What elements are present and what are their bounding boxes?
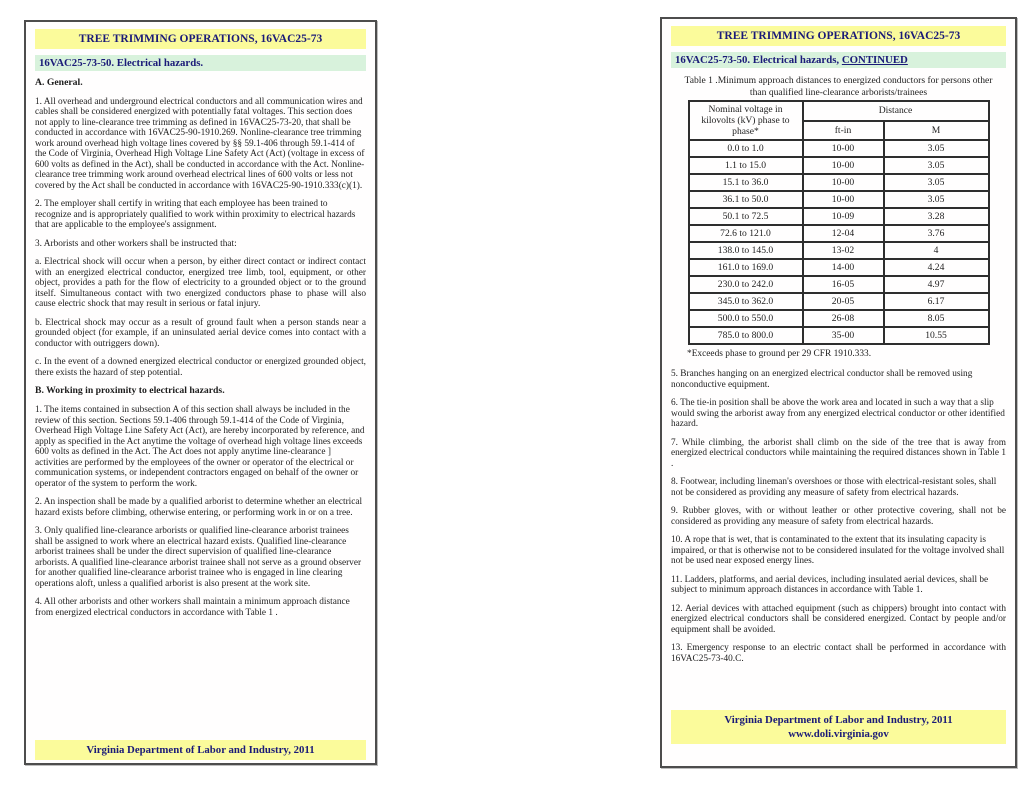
- section-heading: 16VAC25-73-50. Electrical hazards.: [35, 55, 366, 71]
- body-paragraph: 11. Ladders, platforms, and aerial devices, including insulated aerial devices, shall be subject to minimum approach distances in accordance with Table 1.: [671, 574, 989, 596]
- voltage-cell: 785.0 to 800.0: [689, 327, 803, 344]
- body-paragraph: 12. Aerial devices with attached equipment (such as chippers) brought into contact with energized electrical conductors shall be considered energized. Contact by people and/or equipment shall be avoided.: [671, 603, 1006, 635]
- section-heading-continued: [671, 52, 1006, 68]
- voltage-cell: 345.0 to 362.0: [689, 293, 803, 310]
- footer-line1: Virginia Department of Labor and Industry, 2011: [724, 713, 953, 726]
- voltage-cell: 15.1 to 36.0: [689, 174, 803, 191]
- distance-group-header: Distance: [803, 101, 989, 121]
- table-caption: Table 1 .Minimum approach distances to energized conductors for persons other than qualified line-clearance arborists/trainees: [684, 75, 993, 98]
- voltage-cell: 500.0 to 550.0: [689, 310, 803, 327]
- body-paragraph: 7. While climbing, the arborist shall climb on the side of the tree that is away from energized electrical conductors while maintaining the required distances shown in Table 1 .: [671, 437, 1006, 469]
- body-paragraph: 1. All overhead and underground electrical conductors and all communication wires and cables shall be considered energized with potentially fatal voltages. This section does not apply to line-clearance tree trimming as defined in 16VAC25-73-20, that shall be conducted in accordance with 16VAC25-90-1910.269. Nonline-clearance tree trimming work around overhead high voltage lines covered by §§ 59.1-406 through 59.1-414 of the Code of Virginia, Overhead High Voltage Line Safety Act (Act) (voltage in excess of 600 volts as defined in the Act), shall be conducted in accordance with the Act. Nonline-clearance tree trimming work around overhead electrical lines of 600 volts or less not covered by the Act shall be conducted in accordance with 16VAC25-90-1910.333(c)(1).: [35, 96, 365, 191]
- ftin-cell: 10-00: [803, 157, 884, 174]
- ftin-cell: 10-00: [803, 174, 884, 191]
- table-row: [689, 174, 989, 191]
- m-cell: 3.05: [884, 140, 989, 157]
- section-heading-prefix: 16VAC25-73-50. Electrical hazards,: [675, 54, 842, 66]
- m-cell: 3.76: [884, 225, 989, 242]
- table-header-row: [689, 101, 989, 121]
- body-paragraph: 13. Emergency response to an electric contact shall be performed in accordance with 16VAC25-73-40.C.: [671, 643, 1006, 664]
- doc-title-banner: TREE TRIMMING OPERATIONS, 16VAC25-73: [35, 29, 366, 49]
- body-paragraph: a. Electrical shock will occur when a person, by either direct contact or indirect contact with an energized electrical conductor, energized tree limb, tool, equipment, or other object, provides a path for the flow of electricity to a grounded object or to the ground itself. Simultaneous contact with two energized conductors phase to phase will also cause electric shock that may result in serious or fatal injury.: [35, 257, 366, 310]
- voltage-cell: 72.6 to 121.0: [689, 225, 803, 242]
- voltage-cell: 161.0 to 169.0: [689, 259, 803, 276]
- body-paragraph: 2. An inspection shall be made by a qualified arborist to determine whether an electrical hazard exists before climbing, otherwise entering, or performing work in or on a tree.: [35, 497, 363, 518]
- voltage-cell: 0.0 to 1.0: [689, 140, 803, 157]
- body-paragraph: 1. The items contained in subsection A of this section shall always be included in the review of this section. Sections 59.1-406 through 59.1-414 of the Code of Virginia, Overhead High Voltage Line Safety Act (Act), are hereby incorporated by reference, and apply as specified in the Act anytime the voltage of overhead high voltage lines exceeds 600 volts as defined in the Act. The Act does not apply anytime line-clearance ] activities are performed by the employees of the owner or operator of the electrical or communication systems, or independent contractors engaged on behalf of the owner or operator of the system to perform the work.: [35, 405, 365, 489]
- ftin-cell: 14-00: [803, 259, 884, 276]
- footer-banner: Virginia Department of Labor and Industry, 2011: [35, 740, 366, 760]
- table-row: [689, 225, 989, 242]
- voltage-column-header: Nominal voltage in kilovolts (kV) phase to phase*: [689, 101, 803, 140]
- continued-label: CONTINUED: [841, 54, 908, 66]
- table-row: [689, 310, 989, 327]
- body-paragraph: 8. Footwear, including lineman's overshoes or those with electrical-resistant soles, shall not be considered as providing any measure of safety from electrical hazards.: [671, 477, 997, 498]
- table-row: [689, 191, 989, 208]
- voltage-cell: 36.1 to 50.0: [689, 191, 803, 208]
- body-paragraph: 10. A rope that is wet, that is contaminated to the extent that its insulating capacity is impaired, or that is otherwise not to be considered insulated for the voltage involved shall not be used near exposed energy lines.: [671, 535, 1005, 567]
- m-cell: 3.05: [884, 191, 989, 208]
- body-paragraph: 9. Rubber gloves, with or without leather or other protective covering, shall not be considered as providing any measure of safety from electrical hazards.: [671, 506, 1006, 527]
- m-cell: 8.05: [884, 310, 989, 327]
- ftin-cell: 13-02: [803, 242, 884, 259]
- voltage-cell: 138.0 to 145.0: [689, 242, 803, 259]
- ftin-cell: 12-04: [803, 225, 884, 242]
- m-column-header: M: [884, 121, 989, 141]
- table-row: [689, 327, 989, 344]
- left-page-body: [35, 78, 366, 618]
- table-row: [689, 259, 989, 276]
- body-paragraph: 3. Only qualified line-clearance arborists or qualified line-clearance arborist trainees shall be assigned to work where an electrical hazard exists. Qualified line-clearance arborist trainees shall be under the direct supervision of qualified line-clearance arborists. A qualified line-clearance arborist trainee shall not serve as a ground observer for another qualified line-clearance arborist trainee who is engaged in line clearing operations aloft, unless a qualified arborist is also present at the work site.: [35, 526, 362, 589]
- body-paragraph: 2. The employer shall certify in writing that each employee has been trained to recognize and is appropriately qualified to work within proximity to electrical hazards that are applicable to the employee's assignment.: [35, 199, 356, 231]
- m-cell: 6.17: [884, 293, 989, 310]
- body-paragraph: B. Working in proximity to electrical hazards.: [35, 385, 225, 397]
- doc-title-banner: TREE TRIMMING OPERATIONS, 16VAC25-73: [671, 26, 1006, 46]
- approach-distance-table: [688, 100, 990, 345]
- footer-banner: [671, 710, 1006, 744]
- right-page-body: [671, 369, 1006, 664]
- document-page-left: [24, 20, 377, 765]
- voltage-cell: 230.0 to 242.0: [689, 276, 803, 293]
- m-cell: 4: [884, 242, 989, 259]
- table-row: [689, 140, 989, 157]
- ftin-cell: 10-00: [803, 191, 884, 208]
- table-footnote: *Exceeds phase to ground per 29 CFR 1910.333.: [687, 349, 872, 360]
- voltage-cell: 50.1 to 72.5: [689, 208, 803, 225]
- body-paragraph: 3. Arborists and other workers shall be instructed that:: [35, 238, 237, 249]
- document-page-right: [660, 17, 1017, 768]
- ftin-cell: 16-05: [803, 276, 884, 293]
- m-cell: 3.28: [884, 208, 989, 225]
- body-paragraph: b. Electrical shock may occur as a result of ground fault when a person stands near a grounded object (for example, if an uninsulated aerial device comes into contact with a conductor with outriggers down).: [35, 317, 366, 349]
- body-paragraph: c. In the event of a downed energized electrical conductor or energized grounded object, there exists the hazard of step potential.: [35, 357, 366, 378]
- table-row: [689, 293, 989, 310]
- body-paragraph: 5. Branches hanging on an energized electrical conductor shall be removed using nonconductive equipment.: [671, 369, 973, 390]
- body-paragraph: 6. The tie-in position shall be above the work area and located in such a way that a slip would swing the arborist away from any energized electrical conductor or other identified hazard.: [671, 398, 1005, 430]
- m-cell: 4.97: [884, 276, 989, 293]
- m-cell: 3.05: [884, 174, 989, 191]
- ftin-column-header: ft-in: [803, 121, 884, 141]
- body-paragraph: A. General.: [35, 77, 83, 88]
- ftin-cell: 20-05: [803, 293, 884, 310]
- ftin-cell: 10-00: [803, 140, 884, 157]
- table-row: [689, 208, 989, 225]
- body-paragraph: 4. All other arborists and other workers shall maintain a minimum approach distance from energized electrical conductors in accordance with Table 1 .: [35, 597, 350, 618]
- table-row: [689, 242, 989, 259]
- footer-url: www.doli.virginia.gov: [788, 727, 889, 740]
- m-cell: 3.05: [884, 157, 989, 174]
- ftin-cell: 26-08: [803, 310, 884, 327]
- table-row: [689, 276, 989, 293]
- m-cell: 4.24: [884, 259, 989, 276]
- voltage-cell: 1.1 to 15.0: [689, 157, 803, 174]
- ftin-cell: 35-00: [803, 327, 884, 344]
- table-row: [689, 157, 989, 174]
- ftin-cell: 10-09: [803, 208, 884, 225]
- m-cell: 10.55: [884, 327, 989, 344]
